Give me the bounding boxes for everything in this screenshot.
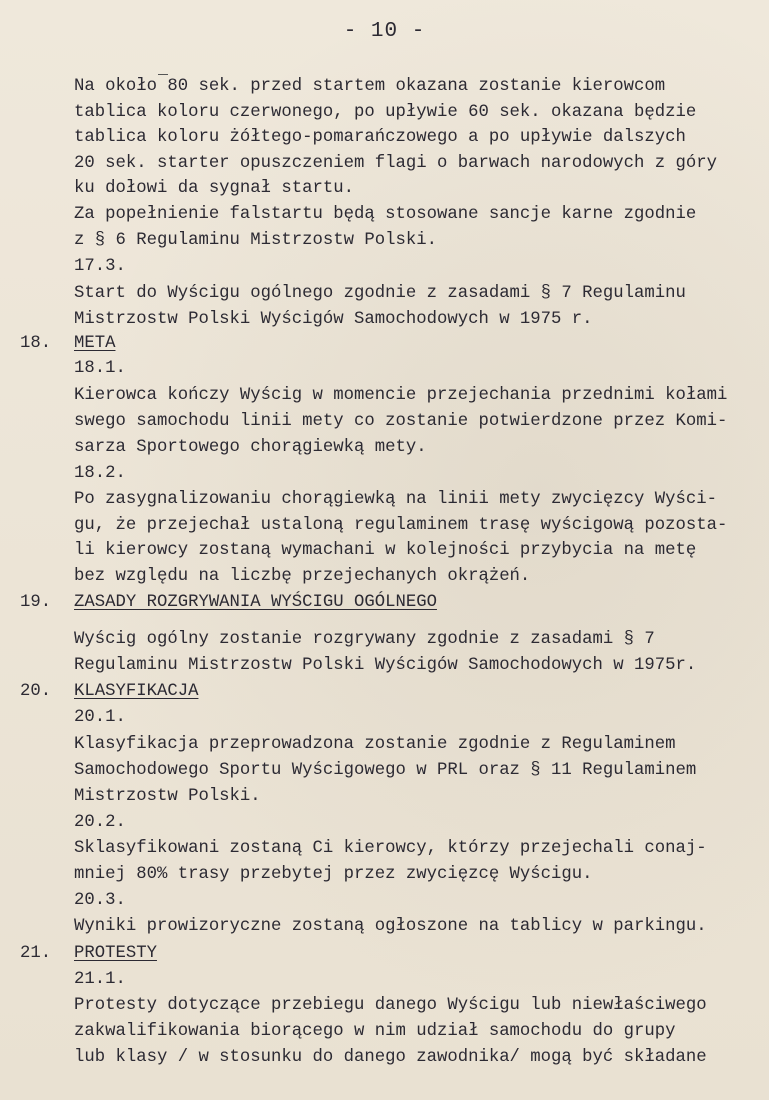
page-number: - 10 - [343,20,426,43]
heading-number: 18. [20,334,52,353]
text-line: Za popełnienie falstartu będą stosowane sancje karne zgodnie [74,205,697,224]
text-line: tablica koloru czerwonego, po upływie 60 sek. okazana będzie [74,103,697,122]
text-line: Regulaminu Mistrzostw Polski Wyścigów Samochodowych w 1975r. [74,656,697,675]
text-line: Mistrzostw Polski Wyścigów Samochodowych w 1975 r. [74,310,593,329]
text-line: mniej 80% trasy przebytej przez zwycięzcę Wyścigu. [74,865,593,884]
text-line: Mistrzostw Polski. [74,787,261,806]
text-line: Kierowca kończy Wyścig w momencie przejechania przednimi kołami [74,386,728,405]
heading-number: 21. [20,944,52,963]
section-number: 20.1. [74,708,126,727]
section-number: 17.3. [74,257,126,276]
heading-number: 19. [20,593,52,612]
section-number: 20.3. [74,891,126,910]
stray-mark [158,74,168,75]
text-line: Start do Wyścigu ogólnego zgodnie z zasadami § 7 Regulaminu [74,284,686,303]
heading-number: 20. [20,682,52,701]
text-line: Wyścig ogólny zostanie rozgrywany zgodnie z zasadami § 7 [74,630,655,649]
text-line: Sklasyfikowani zostaną Ci kierowcy, którzy przejechali conaj- [74,839,707,858]
text-line: Wyniki prowizoryczne zostaną ogłoszone na tablicy w parkingu. [74,917,707,936]
text-line: li kierowcy zostaną wymachani w kolejności przybycia na metę [74,541,697,560]
text-line: Klasyfikacja przeprowadzona zostanie zgodnie z Regulaminem [74,735,676,754]
heading-title: PROTESTY [74,944,157,963]
text-line: ku dołowi da sygnał startu. [74,179,355,198]
text-line: bez względu na liczbę przejechanych okrążeń. [74,567,531,586]
text-line: Samochodowego Sportu Wyścigowego w PRL oraz § 11 Regulaminem [74,761,697,780]
section-number: 18.2. [74,464,126,483]
heading-title: ZASADY ROZGRYWANIA WYŚCIGU OGÓLNEGO [74,593,437,612]
heading-title: KLASYFIKACJA [74,682,199,701]
text-line: sarza Sportowego chorągiewką mety. [74,438,427,457]
text-line: Na około 80 sek. przed startem okazana zostanie kierowcom [74,77,666,96]
text-line: z § 6 Regulaminu Mistrzostw Polski. [74,231,437,250]
text-line: gu, że przejechał ustaloną regulaminem trasę wyścigową pozosta- [74,516,728,535]
section-number: 20.2. [74,813,126,832]
text-line: Protesty dotyczące przebiegu danego Wyścigu lub niewłaściwego [74,996,707,1015]
section-number: 18.1. [74,359,126,378]
heading-title: META [74,334,116,353]
text-line: swego samochodu linii mety co zostanie potwierdzone przez Komi- [74,412,728,431]
text-line: zakwalifikowania biorącego w nim udział samochodu do grupy [74,1022,676,1041]
text-line: Po zasygnalizowaniu chorągiewką na linii mety zwycięzcy Wyści- [74,490,717,509]
text-line: lub klasy / w stosunku do danego zawodnika/ mogą być składane [74,1048,707,1067]
text-line: 20 sek. starter opuszczeniem flagi o barwach narodowych z góry [74,154,717,173]
section-number: 21.1. [74,970,126,989]
text-line: tablica koloru żółtego-pomarańczowego a po upływie dalszych [74,128,686,147]
